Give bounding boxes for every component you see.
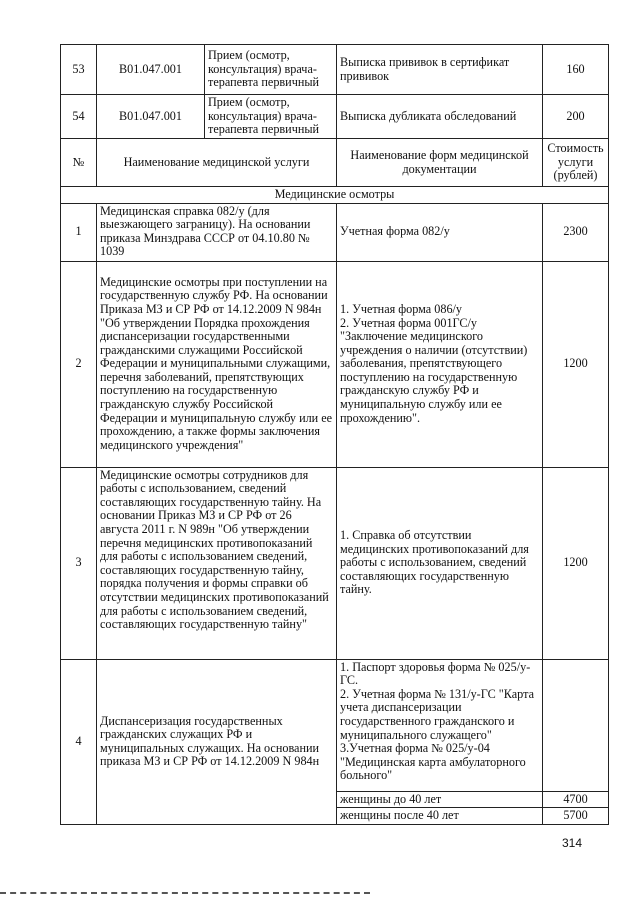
service-name: Прием (осмотр, консультация) врача-терапевта первичный [205,45,337,95]
table-row [61,467,609,659]
row-number: 4 [61,659,97,824]
document-form: Выписка дубликата обследований [337,95,543,139]
table-row [61,261,609,467]
header-service-name: Наименование медицинской услуги [97,139,337,187]
table-row [61,203,609,261]
row-number: 1 [61,203,97,261]
page-number: 314 [562,836,583,850]
price: 2300 [543,203,609,261]
document-form: Учетная форма 082/у [337,203,543,261]
table-row [61,95,609,139]
row-number: 54 [61,95,97,139]
service-code: В01.047.001 [97,45,205,95]
header-number: № [61,139,97,187]
price-empty [543,659,609,791]
service-name: Медицинская справка 082/у (для выезжающего заграницу). На основании приказа Минздрава СССР от 04.10.80 № 1039 [97,203,337,261]
header-price: Стоимость услуги (рублей) [543,139,609,187]
document-form: Выписка прививок в сертификат прививок [337,45,543,95]
price: 160 [543,45,609,95]
subgroup-label: женщины до 40 лет [337,791,543,808]
row-number: 2 [61,261,97,467]
subgroup-label: женщины после 40 лет [337,808,543,825]
service-code: В01.047.001 [97,95,205,139]
price: 1200 [543,261,609,467]
price: 5700 [543,808,609,825]
service-name: Диспансеризация государственных гражданских служащих РФ и муниципальных служащих. На основании приказа МЗ и СР РФ от 14.12.2009 N 984н [97,659,337,824]
document-form: 1. Справка об отсутствии медицинских противопоказаний для работы с использованием, сведений составляющих государственную тайну. [337,467,543,659]
service-name: Медицинские осмотры сотрудников для работы с использованием, сведений составляющих государственную тайну. На основании Приказ МЗ и СР РФ от 26 августа 2011 г. N 989н "Об утверждении перечня медицинских противопоказаний для работы с использованием сведений, составляющих государственную тайну, порядка получения и формы справки об отсутствии медицинских противопоказаний для работы с использованием сведений, составляющих государственную тайну" [97,467,337,659]
section-row [61,187,609,204]
price: 200 [543,95,609,139]
document-form: 1. Паспорт здоровья форма № 025/у-ГС. 2. Учетная форма № 131/у-ГС "Карта учета диспансеризации государственного гражданского и муниципального служащего" 3.Учетная форма № 025/у-04 "Медицинская карта амбулаторного больного" [337,659,543,791]
service-name: Прием (осмотр, консультация) врача-терапевта первичный [205,95,337,139]
row-number: 53 [61,45,97,95]
price: 4700 [543,791,609,808]
table-header [61,139,609,187]
header-document-form: Наименование форм медицинской документации [337,139,543,187]
table-row [61,659,609,791]
section-title: Медицинские осмотры [61,187,609,204]
price-table [60,44,609,825]
table-row [61,45,609,95]
service-name: Медицинские осмотры при поступлении на государственную службу РФ. На основании Приказа МЗ и СР РФ от 14.12.2009 N 984н "Об утверждении Порядка прохождения диспансеризации государственными гражданскими служащими Российской Федерации и муниципальными служащими, перечня заболеваний, препятствующих поступлению на государственную гражданскую службу Российской Федерации и муниципальную службу или ее прохождению, а также формы заключения медицинского учреждения" [97,261,337,467]
row-number: 3 [61,467,97,659]
price: 1200 [543,467,609,659]
document-form: 1. Учетная форма 086/у 2. Учетная форма 001ГС/у "Заключение медицинского учреждения о наличии (отсутствии) заболевания, препятствующего поступлению на государственную гражданскую службу РФ и муниципальную службу или ее прохождению". [337,261,543,467]
scan-edge-divider [0,892,370,894]
